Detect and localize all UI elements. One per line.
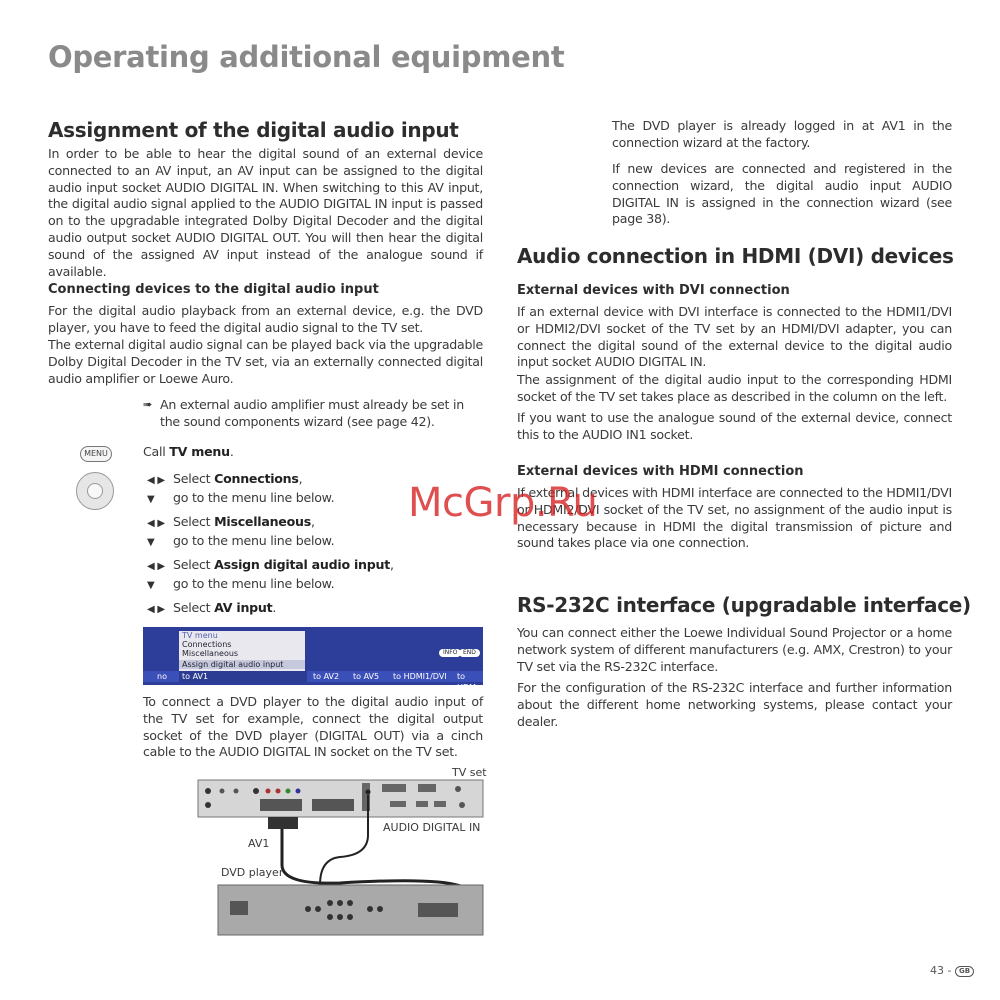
subheading-dvi-connection: External devices with DVI connection — [517, 283, 790, 298]
down-arrow-icon: ▼ — [147, 536, 155, 548]
end-pill: END — [459, 649, 480, 657]
step-select-assign: ◀ ▶ Select Assign digital audio input, ▼ go to the menu line below. — [147, 557, 394, 595]
watermark: McGrp.Ru — [408, 480, 598, 526]
subheading-hdmi-connection: External devices with HDMI connection — [517, 464, 804, 479]
tv-set-label: TV set — [452, 766, 487, 779]
step-select-miscellaneous: ◀ ▶ Select Miscellaneous, ▼ go to the menu line below. — [147, 514, 334, 552]
page-number: 43 - GB — [930, 964, 974, 977]
left-right-arrows-icon: ◀ ▶ — [147, 475, 165, 486]
scart-socket-av2 — [312, 799, 354, 811]
paragraph-dvd-feed: For the digital audio playback from an external device, e.g. the DVD player, you have to feed the digital audio signal to the TV set. — [48, 303, 483, 335]
step-call-tv-menu: Call TV menu. — [143, 444, 234, 459]
scart-socket-av1 — [260, 799, 302, 811]
paragraph-hdmi-devices: If external devices with HDMI interface are connected to the HDMI1/DVI or HDMI2/DVI socket of the TV set, no assignment of the audio input is necessary because in HDMI the digital transmission of picture and sound takes place via one connection. — [517, 485, 952, 551]
paragraph-connect-dvd: To connect a DVD player to the digital audio input of the TV set for example, connect the digital output socket of the DVD player (DIGITAL OUT) via a cinch cable to the AUDIO DIGITAL IN socket on the TV set. — [143, 694, 483, 760]
arrow-right-icon: ➠ — [143, 398, 152, 411]
page-title: Operating additional equipment — [48, 40, 565, 74]
tv-menu-popup: TV menu Connections Miscellaneous Assign digital audio input — [179, 631, 305, 671]
heading-rs232c: RS-232C interface (upgradable interface) — [517, 593, 971, 617]
intro-paragraph: In order to be able to hear the digital sound of an external device connected to an AV input, an AV input can be assigned to the digital audio input socket AUDIO DIGITAL IN. When switching to this AV input, the digital audio signal applied to the AUDIO DIGITAL IN input is passed on to the upgradable integrated Dolby Digital Decoder and the digital audio output socket AUDIO DIGITAL OUT. You will then hear the digital sound of the assigned AV input instead of the analogue sound if available. — [48, 146, 483, 279]
note-amplifier: ➠ An external audio amplifier must already be set in the sound components wizard (see page 42). — [143, 397, 464, 429]
dvd-scart-socket — [418, 903, 458, 917]
connection-diagram — [190, 775, 490, 940]
paragraph-decoder: The external digital audio signal can be played back via the upgradable Dolby Digital Decoder in the TV set, via an externally connected digital audio amplifier or Loewe Auro. — [48, 337, 483, 386]
left-right-arrows-icon: ◀ ▶ — [147, 561, 165, 572]
info-pill: INFO — [439, 649, 461, 657]
step-select-av-input: ◀ ▶ Select AV input. — [147, 600, 276, 619]
down-arrow-icon: ▼ — [147, 579, 155, 591]
audio-digital-in-socket — [366, 790, 371, 795]
scart-plug — [268, 817, 298, 829]
heading-hdmi-audio: Audio connection in HDMI (DVI) devices — [517, 244, 954, 268]
dvd-player-label: DVD player — [221, 866, 284, 879]
tv-rear-panel — [198, 780, 483, 817]
paragraph-new-devices: If new devices are connected and registered in the connection wizard, the digital audio input AUDIO DIGITAL IN is assigned in the connection wizard (see page 38). — [612, 161, 952, 227]
subheading-connecting-devices: Connecting devices to the digital audio input — [48, 282, 379, 297]
heading-digital-audio-input: Assignment of the digital audio input — [48, 118, 459, 142]
navigation-pad-icon — [76, 472, 114, 510]
paragraph-rs232c-connect: You can connect either the Loewe Individual Sound Projector or a home network system of different manufacturers (e.g. AMX, Crestron) to your TV set via the RS-232C interface. — [517, 625, 952, 674]
tv-menu-screenshot — [143, 627, 483, 692]
audio-digital-in-label: AUDIO DIGITAL IN — [383, 821, 481, 834]
paragraph-rs232c-config: For the configuration of the RS-232C interface and further information about the different home networking systems, please contact your dealer. — [517, 680, 952, 729]
step-select-connections: ◀ ▶ Select Connections, ▼ go to the menu line below. — [147, 471, 334, 509]
tv-option-bar: no to AV1 to AV2 to AV5 to HDMI1/DVI to HDM — [143, 671, 483, 682]
left-right-arrows-icon: ◀ ▶ — [147, 518, 165, 529]
paragraph-dvd-logged: The DVD player is already logged in at AV1 in the connection wizard at the factory. — [612, 118, 952, 150]
menu-button-icon: MENU — [80, 446, 112, 462]
paragraph-dvi-adapter: If an external device with DVI interface is connected to the HDMI1/DVI or HDMI2/DVI socket of the TV set by an HDMI/DVI adapter, you can connect the digital sound of the external device to the digital audio input socket AUDIO DIGITAL IN. — [517, 304, 952, 370]
av1-label: AV1 — [248, 837, 270, 850]
language-badge: GB — [955, 966, 974, 977]
paragraph-hdmi-assignment: The assignment of the digital audio input to the corresponding HDMI socket of the TV set takes place as described in the column on the left. — [517, 372, 952, 404]
down-arrow-icon: ▼ — [147, 493, 155, 505]
left-right-arrows-icon: ◀ ▶ — [147, 604, 165, 615]
paragraph-analogue-sound: If you want to use the analogue sound of the external device, connect this to the AUDIO IN1 socket. — [517, 410, 952, 442]
